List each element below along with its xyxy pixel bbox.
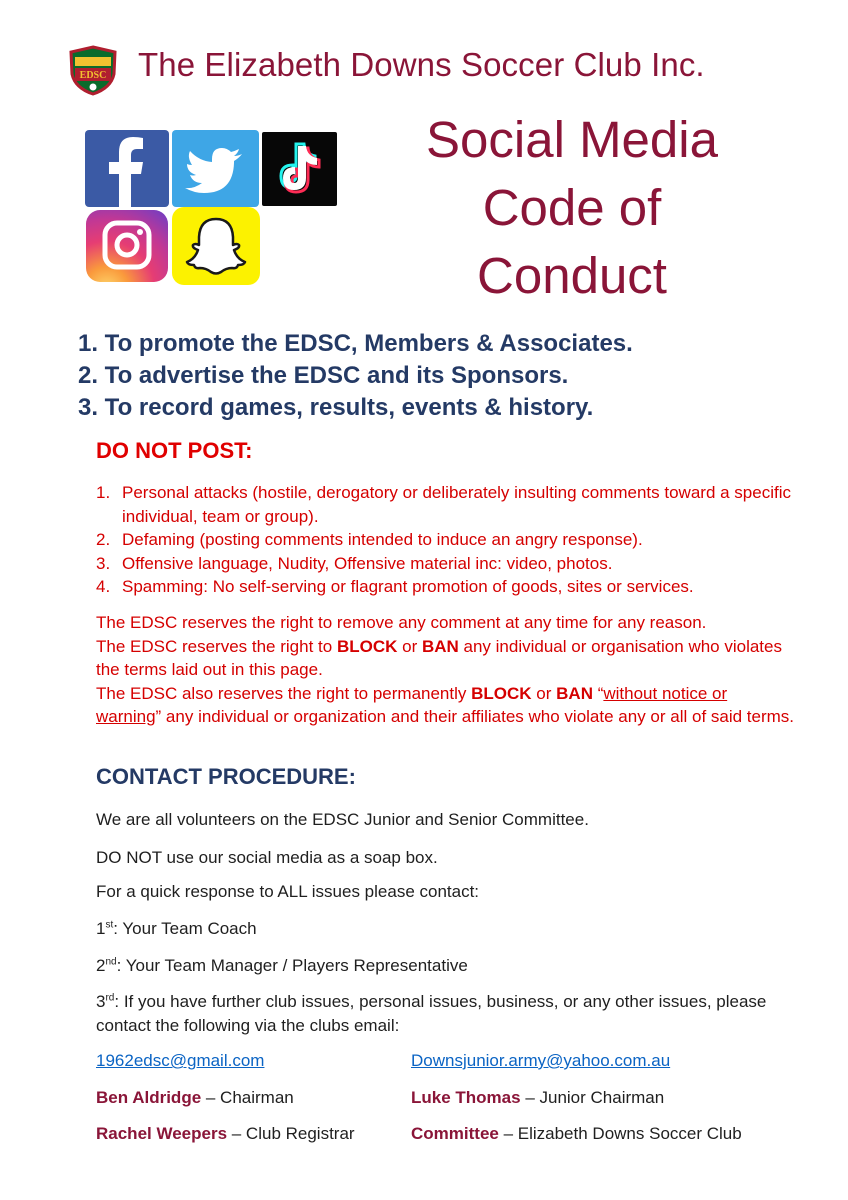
list-number: 3. [96, 553, 111, 573]
reserves-line-2: The EDSC reserves the right to BLOCK or BAN any individual or organisation who violates the terms laid out in this page. [96, 636, 782, 679]
soapbox-text: DO NOT use our social media as a soap box. [96, 848, 438, 867]
volunteers-text: We are all volunteers on the EDSC Junior and Senior Committee. [96, 810, 589, 829]
email-link-1[interactable]: 1962edsc@gmail.com [96, 1051, 265, 1070]
list-item [96, 552, 796, 576]
email-link-2[interactable]: Downsjunior.army@yahoo.com.au [411, 1051, 671, 1070]
list-number: 2. [96, 530, 111, 549]
title-line-2: Code of [482, 179, 662, 236]
snapchat-icon [172, 207, 260, 285]
purpose-item: 3. To record games, results, events & history. [78, 394, 594, 421]
reserves-line-1: The EDSC reserves the right to remove any comment at any time for any reason. [96, 613, 707, 632]
contact-heading: CONTACT PROCEDURE: [96, 764, 356, 789]
contact-person: Committee – Elizabeth Downs Soccer Club [411, 1124, 742, 1143]
contact-step-2: 2nd: Your Team Manager / Players Representative [96, 956, 468, 975]
ban-word: BAN [421, 636, 459, 656]
contact-step-1: 1st: Your Team Coach [96, 919, 257, 938]
list-text: Defaming (posting comments intended to induce an angry response). [122, 530, 643, 549]
list-item [96, 575, 796, 599]
contact-person: Rachel Weepers – Club Registrar [96, 1124, 355, 1143]
ban-word: BAN [556, 683, 593, 703]
title-line-1: Social Media [426, 111, 718, 168]
twitter-icon [172, 130, 259, 207]
purpose-item: 1. To promote the EDSC, Members & Associates. [78, 330, 633, 357]
without-notice-text: without notice or warning [96, 683, 728, 726]
club-logo [66, 44, 120, 96]
contact-person: Luke Thomas – Junior Chairman [411, 1088, 665, 1107]
purposes-list [78, 328, 633, 424]
purpose-item: 2. To advertise the EDSC and its Sponsors. [78, 362, 569, 389]
reserves-section [96, 611, 796, 729]
contact-person: Ben Aldridge – Chairman [96, 1088, 294, 1107]
tiktok-icon [262, 132, 337, 206]
block-word: BLOCK [471, 683, 532, 703]
facebook-icon [85, 130, 169, 207]
reserves-line-3: The EDSC also reserves the right to permanently BLOCK or BAN “without notice or warning” any individual or organization and their affiliates who violate any or all of said terms. [96, 683, 795, 726]
block-word: BLOCK [336, 636, 398, 656]
list-text: Personal attacks (hostile, derogatory or deliberately insulting comments toward a specific individual, team or group). [122, 483, 791, 526]
list-number: 1. [96, 483, 111, 502]
list-text: Spamming: No self-serving or flagrant promotion of goods, sites or services. [122, 577, 694, 596]
do-not-post-heading: DO NOT POST: [96, 438, 253, 463]
logo-text: EDSC [79, 70, 107, 81]
list-item [96, 481, 796, 528]
list-text: Offensive language, Nudity, Offensive material inc: video, photos. [122, 553, 613, 573]
list-item [96, 528, 796, 552]
club-name: The Elizabeth Downs Soccer Club Inc. [138, 46, 705, 83]
contact-step-3: 3rd: If you have further club issues, personal issues, business, or any other issues, please contact the following via the clubs email: [96, 992, 767, 1035]
title-line-3: Conduct [477, 247, 667, 304]
do-not-post-list [96, 481, 796, 599]
page-title [372, 106, 772, 310]
list-number: 4. [96, 577, 111, 596]
instagram-icon [86, 210, 168, 282]
quick-response-text: For a quick response to ALL issues please contact: [96, 882, 480, 901]
